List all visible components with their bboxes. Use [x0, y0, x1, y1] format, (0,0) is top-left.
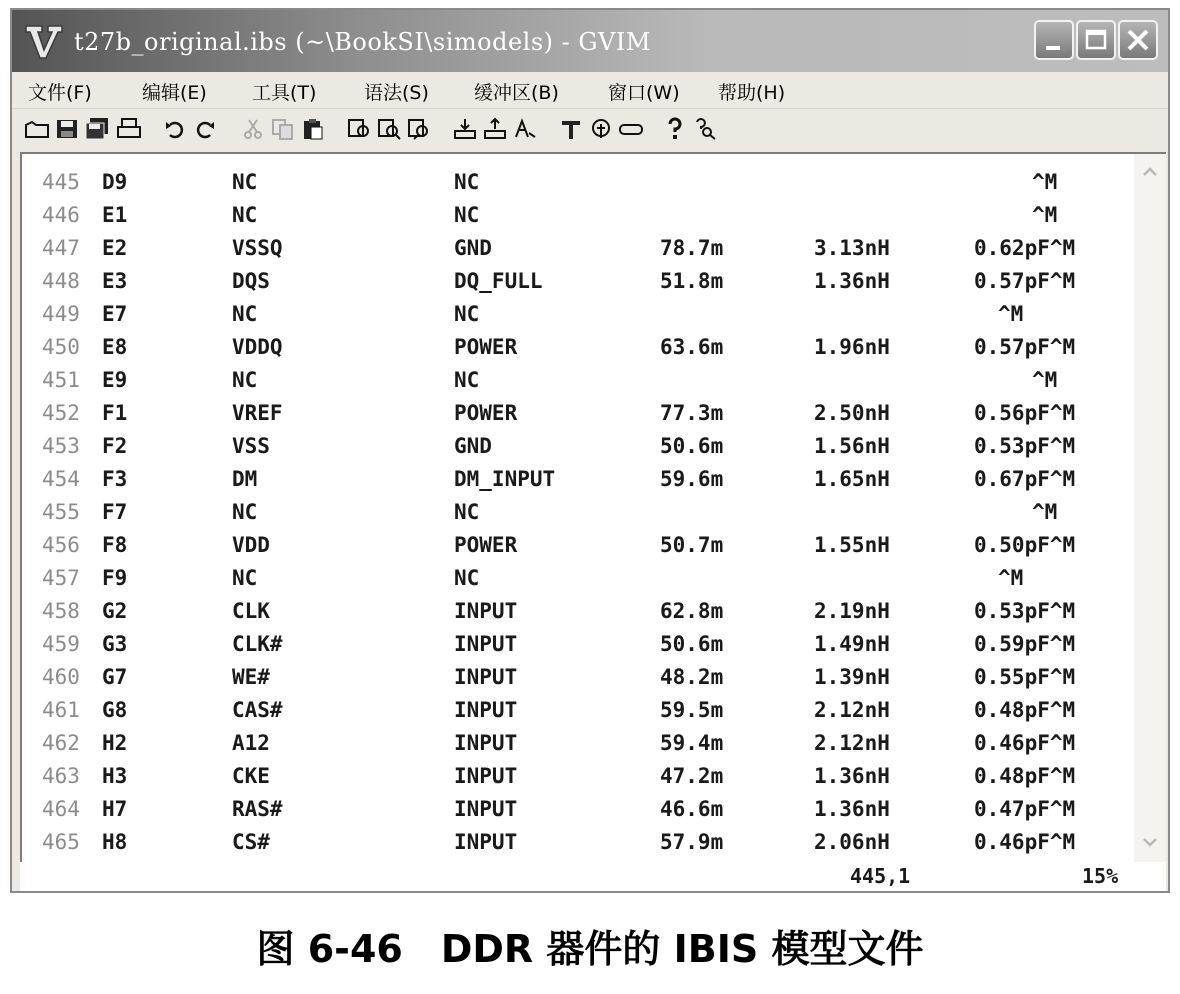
- run-script-button[interactable]: [512, 117, 538, 141]
- window-title: t27b_original.ibs (~\BookSI\simodels) - GVIM: [74, 28, 651, 56]
- text-line: [22, 232, 1134, 265]
- model-name: GND: [454, 236, 492, 260]
- signal-name: VREF: [232, 401, 283, 425]
- line-number: 458: [42, 599, 80, 623]
- pin-name: F7: [102, 500, 128, 524]
- signal-name: NC: [232, 170, 258, 194]
- load-session-button[interactable]: [452, 117, 478, 141]
- maximize-button[interactable]: [1076, 20, 1116, 60]
- l-pin: 3.13nH: [814, 236, 890, 260]
- copy-button[interactable]: [270, 117, 296, 141]
- text-line: [22, 793, 1134, 826]
- r-pin: 50.7m: [660, 533, 724, 557]
- text-line: [22, 463, 1134, 496]
- signal-name: NC: [232, 203, 258, 227]
- line-number: 446: [42, 203, 80, 227]
- line-number: 452: [42, 401, 80, 425]
- save-session-icon: [482, 117, 508, 141]
- pin-name: F3: [102, 467, 128, 491]
- l-pin: 2.12nH: [814, 698, 890, 722]
- title-bar[interactable]: [12, 10, 1168, 72]
- r-pin: 59.5m: [660, 698, 724, 722]
- c-pin: 0.57pF^M: [974, 269, 1076, 293]
- find-prev-icon: [406, 117, 432, 141]
- pin-name: G8: [102, 698, 128, 722]
- line-number: 465: [42, 830, 80, 854]
- r-pin: 50.6m: [660, 434, 724, 458]
- model-name: DQ_FULL: [454, 269, 543, 293]
- text-line: [22, 265, 1134, 298]
- paste-button[interactable]: [300, 117, 326, 141]
- menu-tools[interactable]: 工具(T): [252, 82, 317, 104]
- text-line: [22, 661, 1134, 694]
- save-session-button[interactable]: [482, 117, 508, 141]
- c-pin: 0.62pF^M: [974, 236, 1076, 260]
- pin-name: F2: [102, 434, 128, 458]
- l-pin: 1.36nH: [814, 797, 890, 821]
- scroll-percent: 15%: [1082, 864, 1119, 888]
- line-number: 459: [42, 632, 80, 656]
- model-name: POWER: [454, 401, 518, 425]
- signal-name: WE#: [232, 665, 270, 689]
- model-name: NC: [454, 368, 480, 392]
- find-help-button[interactable]: [692, 117, 718, 141]
- r-pin: 62.8m: [660, 599, 724, 623]
- signal-name: CS#: [232, 830, 270, 854]
- line-number: 447: [42, 236, 80, 260]
- text-line: [22, 562, 1134, 595]
- menu-edit[interactable]: 编辑(E): [142, 82, 207, 104]
- c-pin: ^M: [1032, 500, 1058, 524]
- line-number: 455: [42, 500, 80, 524]
- signal-name: VSSQ: [232, 236, 283, 260]
- text-line: [22, 628, 1134, 661]
- l-pin: 1.39nH: [814, 665, 890, 689]
- c-pin: 0.57pF^M: [974, 335, 1076, 359]
- pin-name: E7: [102, 302, 128, 326]
- model-name: INPUT: [454, 665, 518, 689]
- gvim-window: [10, 8, 1170, 893]
- model-name: INPUT: [454, 797, 518, 821]
- signal-name: CAS#: [232, 698, 283, 722]
- save-button[interactable]: [54, 117, 80, 141]
- pin-name: H7: [102, 797, 128, 821]
- c-pin: ^M: [998, 566, 1024, 590]
- model-name: NC: [454, 566, 480, 590]
- menu-buffers[interactable]: 缓冲区(B): [474, 82, 559, 104]
- l-pin: 1.96nH: [814, 335, 890, 359]
- l-pin: 1.65nH: [814, 467, 890, 491]
- c-pin: 0.46pF^M: [974, 830, 1076, 854]
- line-number: 454: [42, 467, 80, 491]
- pin-name: F8: [102, 533, 128, 557]
- find-replace-icon: [346, 117, 372, 141]
- scroll-down-icon[interactable]: [1138, 830, 1162, 854]
- tags-button[interactable]: [618, 117, 644, 141]
- cut-icon: [240, 117, 266, 141]
- menu-syntax[interactable]: 语法(S): [364, 82, 429, 104]
- pin-name: E2: [102, 236, 128, 260]
- line-number: 448: [42, 269, 80, 293]
- line-number: 460: [42, 665, 80, 689]
- line-number: 451: [42, 368, 80, 392]
- signal-name: VDD: [232, 533, 270, 557]
- signal-name: NC: [232, 566, 258, 590]
- text-line: [22, 199, 1134, 232]
- signal-name: DM: [232, 467, 258, 491]
- tags-icon: [618, 117, 644, 141]
- model-name: INPUT: [454, 698, 518, 722]
- model-name: INPUT: [454, 599, 518, 623]
- model-name: INPUT: [454, 632, 518, 656]
- signal-name: DQS: [232, 269, 270, 293]
- vim-logo-icon: [24, 22, 64, 62]
- pin-name: G7: [102, 665, 128, 689]
- signal-name: A12: [232, 731, 270, 755]
- menu-window[interactable]: 窗口(W): [608, 82, 680, 104]
- line-number: 461: [42, 698, 80, 722]
- text-line: [22, 529, 1134, 562]
- save-icon: [54, 117, 80, 141]
- signal-name: CLK: [232, 599, 270, 623]
- cursor-position: 445,1: [850, 864, 911, 888]
- signal-name: RAS#: [232, 797, 283, 821]
- find-prev-button[interactable]: [406, 117, 432, 141]
- l-pin: 1.49nH: [814, 632, 890, 656]
- run-script-icon: [512, 117, 538, 141]
- minimize-icon: [1036, 22, 1072, 58]
- maximize-icon: [1078, 22, 1114, 58]
- line-number: 457: [42, 566, 80, 590]
- text-line: [22, 727, 1134, 760]
- save-all-icon: [84, 117, 110, 141]
- c-pin: 0.48pF^M: [974, 764, 1076, 788]
- pin-name: E3: [102, 269, 128, 293]
- figure-caption: 图 6-46 DDR 器件的 IBIS 模型文件: [256, 927, 924, 971]
- text-line: [22, 595, 1134, 628]
- signal-name: NC: [232, 302, 258, 326]
- c-pin: ^M: [1032, 203, 1058, 227]
- signal-name: CKE: [232, 764, 270, 788]
- text-line: [22, 760, 1134, 793]
- copy-icon: [270, 117, 296, 141]
- text-line: [22, 364, 1134, 397]
- text-line: [22, 298, 1134, 331]
- find-next-button[interactable]: [376, 117, 402, 141]
- close-button[interactable]: [1118, 20, 1158, 60]
- find-help-icon: [692, 117, 718, 141]
- l-pin: 1.55nH: [814, 533, 890, 557]
- r-pin: 57.9m: [660, 830, 724, 854]
- signal-name: CLK#: [232, 632, 283, 656]
- print-icon: [116, 117, 142, 141]
- c-pin: 0.56pF^M: [974, 401, 1076, 425]
- r-pin: 48.2m: [660, 665, 724, 689]
- signal-name: NC: [232, 500, 258, 524]
- find-next-icon: [376, 117, 402, 141]
- line-number: 449: [42, 302, 80, 326]
- find-replace-button[interactable]: [346, 117, 372, 141]
- l-pin: 2.06nH: [814, 830, 890, 854]
- toolbar: [12, 109, 1168, 151]
- line-number: 453: [42, 434, 80, 458]
- scroll-up-icon[interactable]: [1138, 160, 1162, 184]
- text-line: [22, 826, 1134, 859]
- signal-name: NC: [232, 368, 258, 392]
- model-name: DM_INPUT: [454, 467, 556, 491]
- pin-name: H8: [102, 830, 128, 854]
- r-pin: 50.6m: [660, 632, 724, 656]
- c-pin: ^M: [998, 302, 1024, 326]
- model-name: NC: [454, 500, 480, 524]
- pin-name: D9: [102, 170, 128, 194]
- pin-name: G3: [102, 632, 128, 656]
- r-pin: 47.2m: [660, 764, 724, 788]
- c-pin: ^M: [1032, 170, 1058, 194]
- r-pin: 51.8m: [660, 269, 724, 293]
- pin-name: H3: [102, 764, 128, 788]
- load-session-icon: [452, 117, 478, 141]
- model-name: POWER: [454, 533, 518, 557]
- r-pin: 78.7m: [660, 236, 724, 260]
- shell-button[interactable]: [588, 117, 614, 141]
- l-pin: 1.36nH: [814, 269, 890, 293]
- line-number: 445: [42, 170, 80, 194]
- redo-icon: [192, 117, 218, 141]
- pin-name: E8: [102, 335, 128, 359]
- l-pin: 2.50nH: [814, 401, 890, 425]
- pin-name: E1: [102, 203, 128, 227]
- c-pin: 0.53pF^M: [974, 434, 1076, 458]
- pin-name: F9: [102, 566, 128, 590]
- line-number: 463: [42, 764, 80, 788]
- signal-name: VDDQ: [232, 335, 283, 359]
- r-pin: 63.6m: [660, 335, 724, 359]
- l-pin: 2.19nH: [814, 599, 890, 623]
- help-button[interactable]: [662, 117, 688, 141]
- text-line: [22, 496, 1134, 529]
- text-line: [22, 430, 1134, 463]
- c-pin: 0.46pF^M: [974, 731, 1076, 755]
- print-button[interactable]: [116, 117, 142, 141]
- r-pin: 46.6m: [660, 797, 724, 821]
- c-pin: 0.47pF^M: [974, 797, 1076, 821]
- open-icon: [24, 117, 50, 141]
- text-line: [22, 331, 1134, 364]
- model-name: POWER: [454, 335, 518, 359]
- model-name: NC: [454, 203, 480, 227]
- text-editor[interactable]: [20, 152, 1134, 862]
- c-pin: 0.55pF^M: [974, 665, 1076, 689]
- model-name: GND: [454, 434, 492, 458]
- undo-icon: [162, 117, 188, 141]
- cut-button[interactable]: [240, 117, 266, 141]
- c-pin: ^M: [1032, 368, 1058, 392]
- l-pin: 1.56nH: [814, 434, 890, 458]
- redo-button[interactable]: [192, 117, 218, 141]
- save-all-button[interactable]: [84, 117, 110, 141]
- minimize-button[interactable]: [1034, 20, 1074, 60]
- line-number: 464: [42, 797, 80, 821]
- undo-button[interactable]: [162, 117, 188, 141]
- c-pin: 0.67pF^M: [974, 467, 1076, 491]
- close-icon: [1120, 22, 1156, 58]
- help-icon: [662, 117, 688, 141]
- text-line: [22, 397, 1134, 430]
- model-name: INPUT: [454, 731, 518, 755]
- model-name: INPUT: [454, 830, 518, 854]
- c-pin: 0.50pF^M: [974, 533, 1076, 557]
- line-number: 450: [42, 335, 80, 359]
- make-icon: [558, 117, 584, 141]
- pin-name: E9: [102, 368, 128, 392]
- menu-bar: [12, 72, 1168, 109]
- shell-icon: [588, 117, 614, 141]
- pin-name: F1: [102, 401, 128, 425]
- c-pin: 0.53pF^M: [974, 599, 1076, 623]
- menu-help[interactable]: 帮助(H): [718, 82, 786, 104]
- text-line: [22, 166, 1134, 199]
- vertical-scrollbar[interactable]: [1134, 152, 1166, 862]
- pin-name: G2: [102, 599, 128, 623]
- r-pin: 59.6m: [660, 467, 724, 491]
- status-bar: [20, 862, 1166, 892]
- open-button[interactable]: [24, 117, 50, 141]
- pin-name: H2: [102, 731, 128, 755]
- r-pin: 77.3m: [660, 401, 724, 425]
- model-name: INPUT: [454, 764, 518, 788]
- text-line: [22, 694, 1134, 727]
- l-pin: 1.36nH: [814, 764, 890, 788]
- model-name: NC: [454, 302, 480, 326]
- r-pin: 59.4m: [660, 731, 724, 755]
- line-number: 456: [42, 533, 80, 557]
- c-pin: 0.48pF^M: [974, 698, 1076, 722]
- model-name: NC: [454, 170, 480, 194]
- make-button[interactable]: [558, 117, 584, 141]
- c-pin: 0.59pF^M: [974, 632, 1076, 656]
- paste-icon: [300, 117, 326, 141]
- line-number: 462: [42, 731, 80, 755]
- l-pin: 2.12nH: [814, 731, 890, 755]
- signal-name: VSS: [232, 434, 270, 458]
- menu-file[interactable]: 文件(F): [28, 82, 92, 104]
